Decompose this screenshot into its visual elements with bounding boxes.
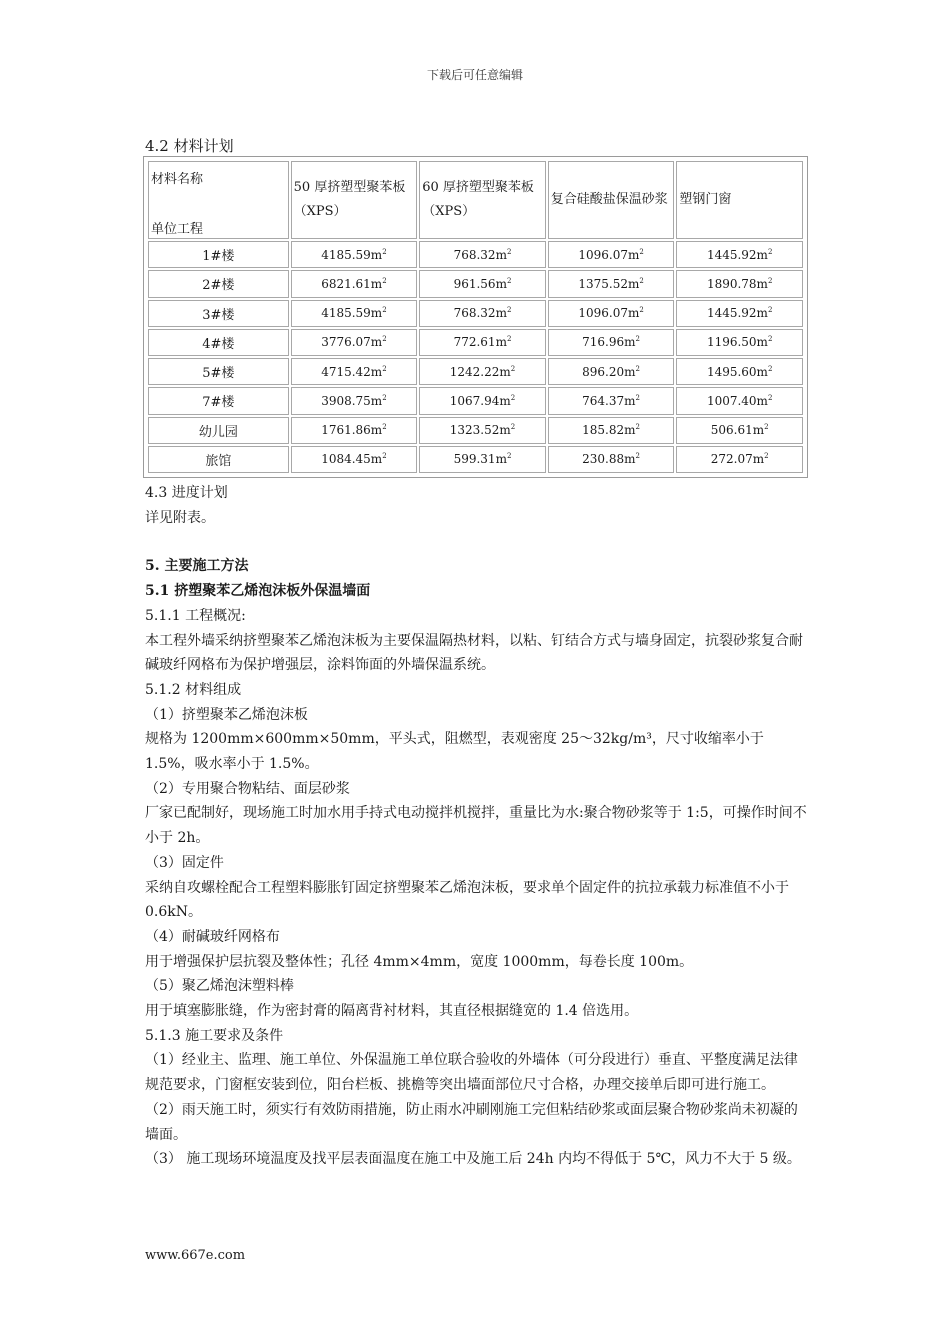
table-cell: $1096.07m^2$ xyxy=(548,300,675,327)
paragraph: 本工程外墙采纳挤塑聚苯乙烯泡沫板为主要保温隔热材料，以粘、钉结合方式与墙身固定，抗裂砂浆复合耐碱玻纤网格布为保护增强层，涂料饰面的外墙保温系统。 xyxy=(145,632,803,674)
materials-table xyxy=(143,156,808,478)
page-header: 下载后可任意编辑 xyxy=(426,68,523,82)
body-text xyxy=(145,481,810,1172)
paragraph: （4）耐碱玻纤网格布 xyxy=(145,928,280,945)
table-cell: $506.61m^2$ xyxy=(676,417,803,444)
table-cell: $1242.22m^2$ xyxy=(419,358,546,385)
table-cell: $1084.45m^2$ xyxy=(291,446,418,473)
table-cell: $4185.59m^2$ xyxy=(291,241,418,268)
row-label: 幼儿园 xyxy=(148,417,289,444)
table-cell: $1375.52m^2$ xyxy=(548,270,675,297)
table-cell: $3908.75m^2$ xyxy=(291,387,418,414)
table-cell: $716.96m^2$ xyxy=(548,329,675,356)
paragraph: （3） 施工现场环境温度及找平层表面温度在施工中及施工后 24h 内均不得低于 5℃，风力不大于 5 级。 xyxy=(145,1151,801,1168)
table-row xyxy=(148,241,803,268)
paragraph-gap xyxy=(145,530,810,554)
row-label: 7#楼 xyxy=(148,387,289,414)
table-cell: $6821.61m^2$ xyxy=(291,270,418,297)
row-label: 旅馆 xyxy=(148,446,289,473)
table-cell: $230.88m^2$ xyxy=(548,446,675,473)
column-header: 50 厚挤塑型聚苯板（XPS） xyxy=(291,161,418,239)
paragraph: （5）聚乙烯泡沫塑料棒 xyxy=(145,978,294,995)
row-label: 3#楼 xyxy=(148,300,289,327)
corner-label-material: 材料名称 xyxy=(151,172,204,187)
paragraph: 规格为 1200mm×600mm×50mm，平头式，阻燃型，表观密度 25～32kg/m³，尺寸收缩率小于 1.5%，吸水率小于 1.5%。 xyxy=(145,731,764,773)
row-label: 4#楼 xyxy=(148,329,289,356)
column-header: 复合硅酸盐保温砂浆 xyxy=(548,161,675,239)
paragraph: 用于增强保护层抗裂及整体性；孔径 4mm×4mm，宽度 1000mm，每卷长度 100m。 xyxy=(145,953,694,970)
table-cell: $3776.07m^2$ xyxy=(291,329,418,356)
paragraph: （2）专用聚合物粘结、面层砂浆 xyxy=(145,780,350,797)
row-label: 2#楼 xyxy=(148,270,289,297)
corner-label-unit: 单位工程 xyxy=(151,222,204,237)
paragraph: （1）经业主、监理、施工单位、外保温施工单位联合验收的外墙体（可分段进行）垂直、平整度满足法律规范要求，门窗框安装到位，阳台栏板、挑檐等突出墙面部位尺寸合格，办理交接单后即可进行施工。 xyxy=(145,1052,798,1094)
table-corner-cell xyxy=(148,161,289,239)
paragraph: 5.1.3 施工要求及条件 xyxy=(145,1027,284,1044)
table-cell: $185.82m^2$ xyxy=(548,417,675,444)
paragraph: 用于填塞膨胀缝，作为密封膏的隔离背衬材料，其直径根据缝宽的 1.4 倍选用。 xyxy=(145,1003,639,1020)
table-header-row xyxy=(148,161,803,239)
table-row xyxy=(148,446,803,473)
paragraph: （3）固定件 xyxy=(145,854,224,871)
table-cell: $961.56m^2$ xyxy=(419,270,546,297)
table-cell: $768.32m^2$ xyxy=(419,241,546,268)
table-row xyxy=(148,417,803,444)
table-cell: $1096.07m^2$ xyxy=(548,241,675,268)
section-heading: 5.1 挤塑聚苯乙烯泡沫板外保温墙面 xyxy=(145,583,371,600)
table-cell: $1890.78m^2$ xyxy=(676,270,803,297)
section-heading: 5. 主要施工方法 xyxy=(145,558,249,575)
paragraph: 详见附表。 xyxy=(145,509,215,526)
table-cell: $1196.50m^2$ xyxy=(676,329,803,356)
row-label: 5#楼 xyxy=(148,358,289,385)
page-footer: www.667e.com xyxy=(145,1248,246,1263)
table-cell: $896.20m^2$ xyxy=(548,358,675,385)
table-cell: $1761.86m^2$ xyxy=(291,417,418,444)
table-row xyxy=(148,300,803,327)
table-row xyxy=(148,270,803,297)
paragraph: 采纳自攻螺栓配合工程塑料膨胀钉固定挤塑聚苯乙烯泡沫板，要求单个固定件的抗拉承载力标准值不小于 0.6kN。 xyxy=(145,879,789,921)
table-cell: $764.37m^2$ xyxy=(548,387,675,414)
table-cell: $4715.42m^2$ xyxy=(291,358,418,385)
table-cell: $1067.94m^2$ xyxy=(419,387,546,414)
row-label: 1#楼 xyxy=(148,241,289,268)
table-cell: $1445.92m^2$ xyxy=(676,241,803,268)
table-cell: $1445.92m^2$ xyxy=(676,300,803,327)
table-cell: $4185.59m^2$ xyxy=(291,300,418,327)
table-row xyxy=(148,329,803,356)
table-row xyxy=(148,387,803,414)
table-row xyxy=(148,358,803,385)
section-title: 4.2 材料计划 xyxy=(145,137,234,155)
paragraph: （2）雨天施工时，须实行有效防雨措施，防止雨水冲刷刚施工完但粘结砂浆或面层聚合物砂浆尚未初凝的墙面。 xyxy=(145,1101,798,1143)
table-cell: $272.07m^2$ xyxy=(676,446,803,473)
table-cell: $1323.52m^2$ xyxy=(419,417,546,444)
paragraph: 4.3 进度计划 xyxy=(145,485,228,501)
paragraph: 5.1.2 材料组成 xyxy=(145,681,242,698)
column-header: 60 厚挤塑型聚苯板（XPS） xyxy=(419,161,546,239)
column-header: 塑钢门窗 xyxy=(676,161,803,239)
table-cell: $768.32m^2$ xyxy=(419,300,546,327)
table-cell: $599.31m^2$ xyxy=(419,446,546,473)
paragraph: 5.1.1 工程概况: xyxy=(145,607,246,624)
table-cell: $1495.60m^2$ xyxy=(676,358,803,385)
paragraph: （1）挤塑聚苯乙烯泡沫板 xyxy=(145,706,308,723)
table-cell: $772.61m^2$ xyxy=(419,329,546,356)
paragraph: 厂家已配制好，现场施工时加水用手持式电动搅拌机搅拌，重量比为水:聚合物砂浆等于 1:5，可操作时间不小于 2h。 xyxy=(145,805,807,847)
table-cell: $1007.40m^2$ xyxy=(676,387,803,414)
